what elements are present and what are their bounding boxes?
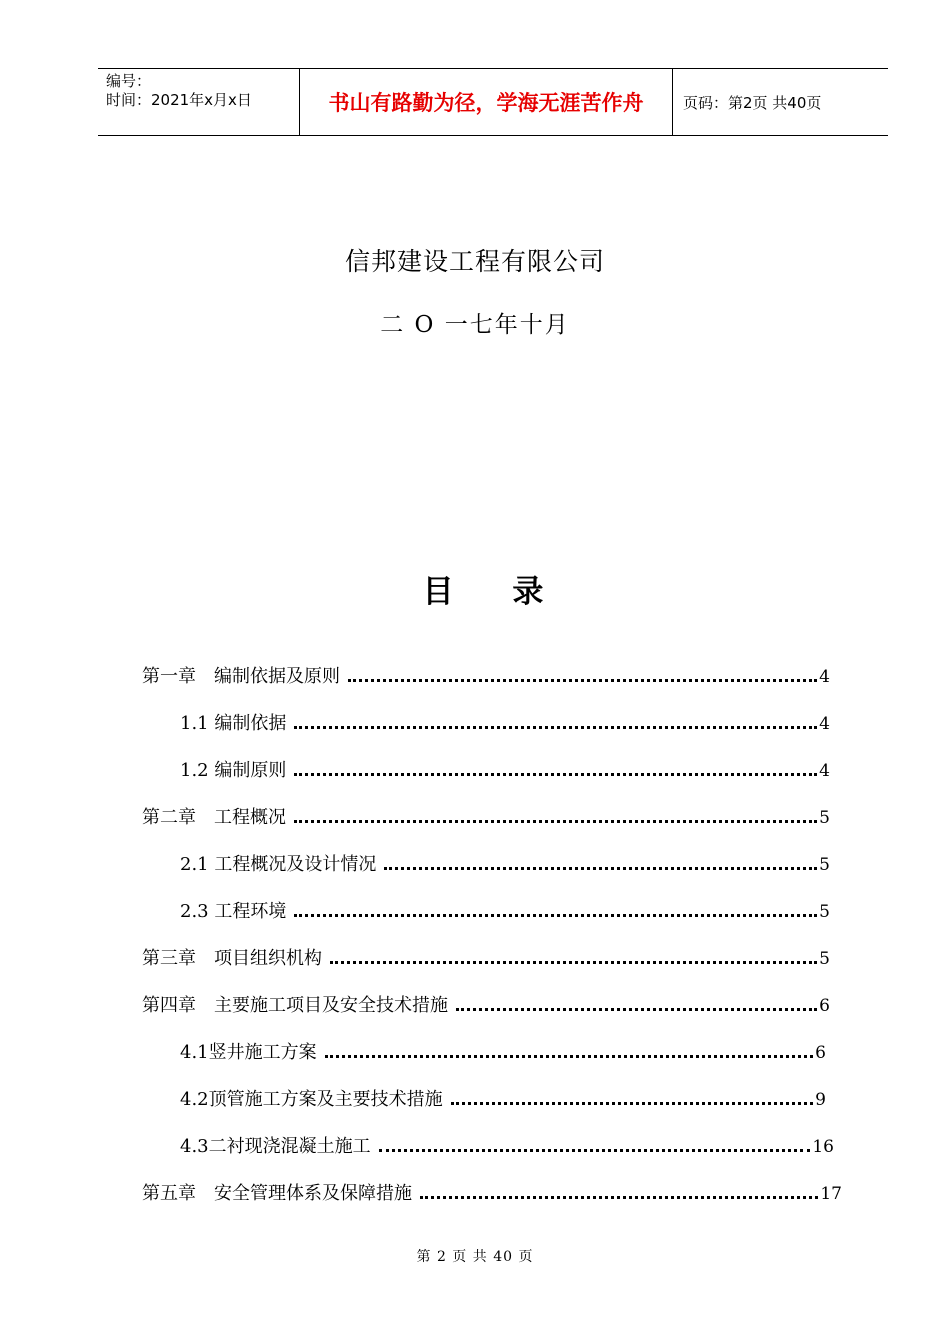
company-name: 信邦建设工程有限公司 [344,247,605,276]
toc-entry-label: 1.2 编制原则 [180,760,287,781]
toc-entry-label: 1.1 编制依据 [180,713,287,734]
toc-entry[interactable] [180,850,830,880]
toc-entry-page: 4 [819,761,830,781]
toc-entry[interactable] [180,897,830,927]
toc-entry-page: 4 [819,714,830,734]
toc-entry-label: 第一章 编制依据及原则 [142,666,340,687]
toc-dot-leader [294,897,817,927]
header-motto: 书山有路勤为径，学海无涯苦作舟 [300,69,673,135]
toc-entry-label: 第二章 工程概况 [142,807,286,828]
toc-entry[interactable] [142,662,830,692]
toc-entry-page: 5 [819,855,830,875]
toc-entry-label: 第三章 项目组织机构 [142,948,322,969]
toc-entry[interactable] [180,1132,834,1162]
toc-entry-label: 4.1竖井施工方案 [180,1042,317,1063]
toc-entry[interactable] [142,991,830,1021]
toc-title: 目 录 [422,574,568,610]
toc-dot-leader [294,803,817,833]
toc-entry-page: 4 [819,667,830,687]
toc-entry[interactable] [180,1038,826,1068]
toc-entry-page: 6 [815,1043,826,1063]
toc-entry-page: 9 [815,1090,826,1110]
toc-entry[interactable] [180,756,830,786]
toc-dot-leader [294,756,817,786]
toc-dot-leader [348,662,817,692]
toc-entry-label: 2.3 工程环境 [180,901,287,922]
toc-dot-leader [420,1179,818,1209]
toc-dot-leader [384,850,817,880]
toc-dot-leader [379,1132,811,1162]
toc-entry-page: 6 [819,996,830,1016]
header-page-info: 页码：第2页 共40页 [683,93,822,112]
toc-entry-label: 4.3二衬现浇混凝土施工 [180,1136,371,1157]
toc-entry[interactable] [142,803,830,833]
document-date: 二 O 一七年十月 [380,312,570,338]
toc-entry-page: 17 [820,1184,842,1204]
toc-entry-page: 16 [812,1137,834,1157]
time-label: 时间：2021年x月x日 [106,91,252,109]
toc-entry[interactable] [180,1085,826,1115]
toc-entry-page: 5 [819,902,830,922]
toc-dot-leader [294,709,817,739]
page-footer: 第 2 页 共 40 页 [416,1249,534,1265]
page-header [98,68,888,136]
toc-entry[interactable] [142,944,830,974]
toc-entry-label: 第五章 安全管理体系及保障措施 [142,1183,412,1204]
serial-number-label: 编号： [106,72,152,90]
header-left-cell [98,69,300,135]
toc-entry-page: 5 [819,808,830,828]
toc-entry-label: 2.1 工程概况及设计情况 [180,854,377,875]
toc-entry-page: 5 [819,949,830,969]
toc-entry[interactable] [180,709,830,739]
toc-entry-label: 4.2顶管施工方案及主要技术措施 [180,1089,443,1110]
toc-dot-leader [451,1085,814,1115]
toc-dot-leader [325,1038,814,1068]
toc-dot-leader [330,944,817,974]
toc-entry[interactable] [142,1179,842,1209]
toc-entry-label: 第四章 主要施工项目及安全技术措施 [142,995,448,1016]
toc-dot-leader [456,991,817,1021]
